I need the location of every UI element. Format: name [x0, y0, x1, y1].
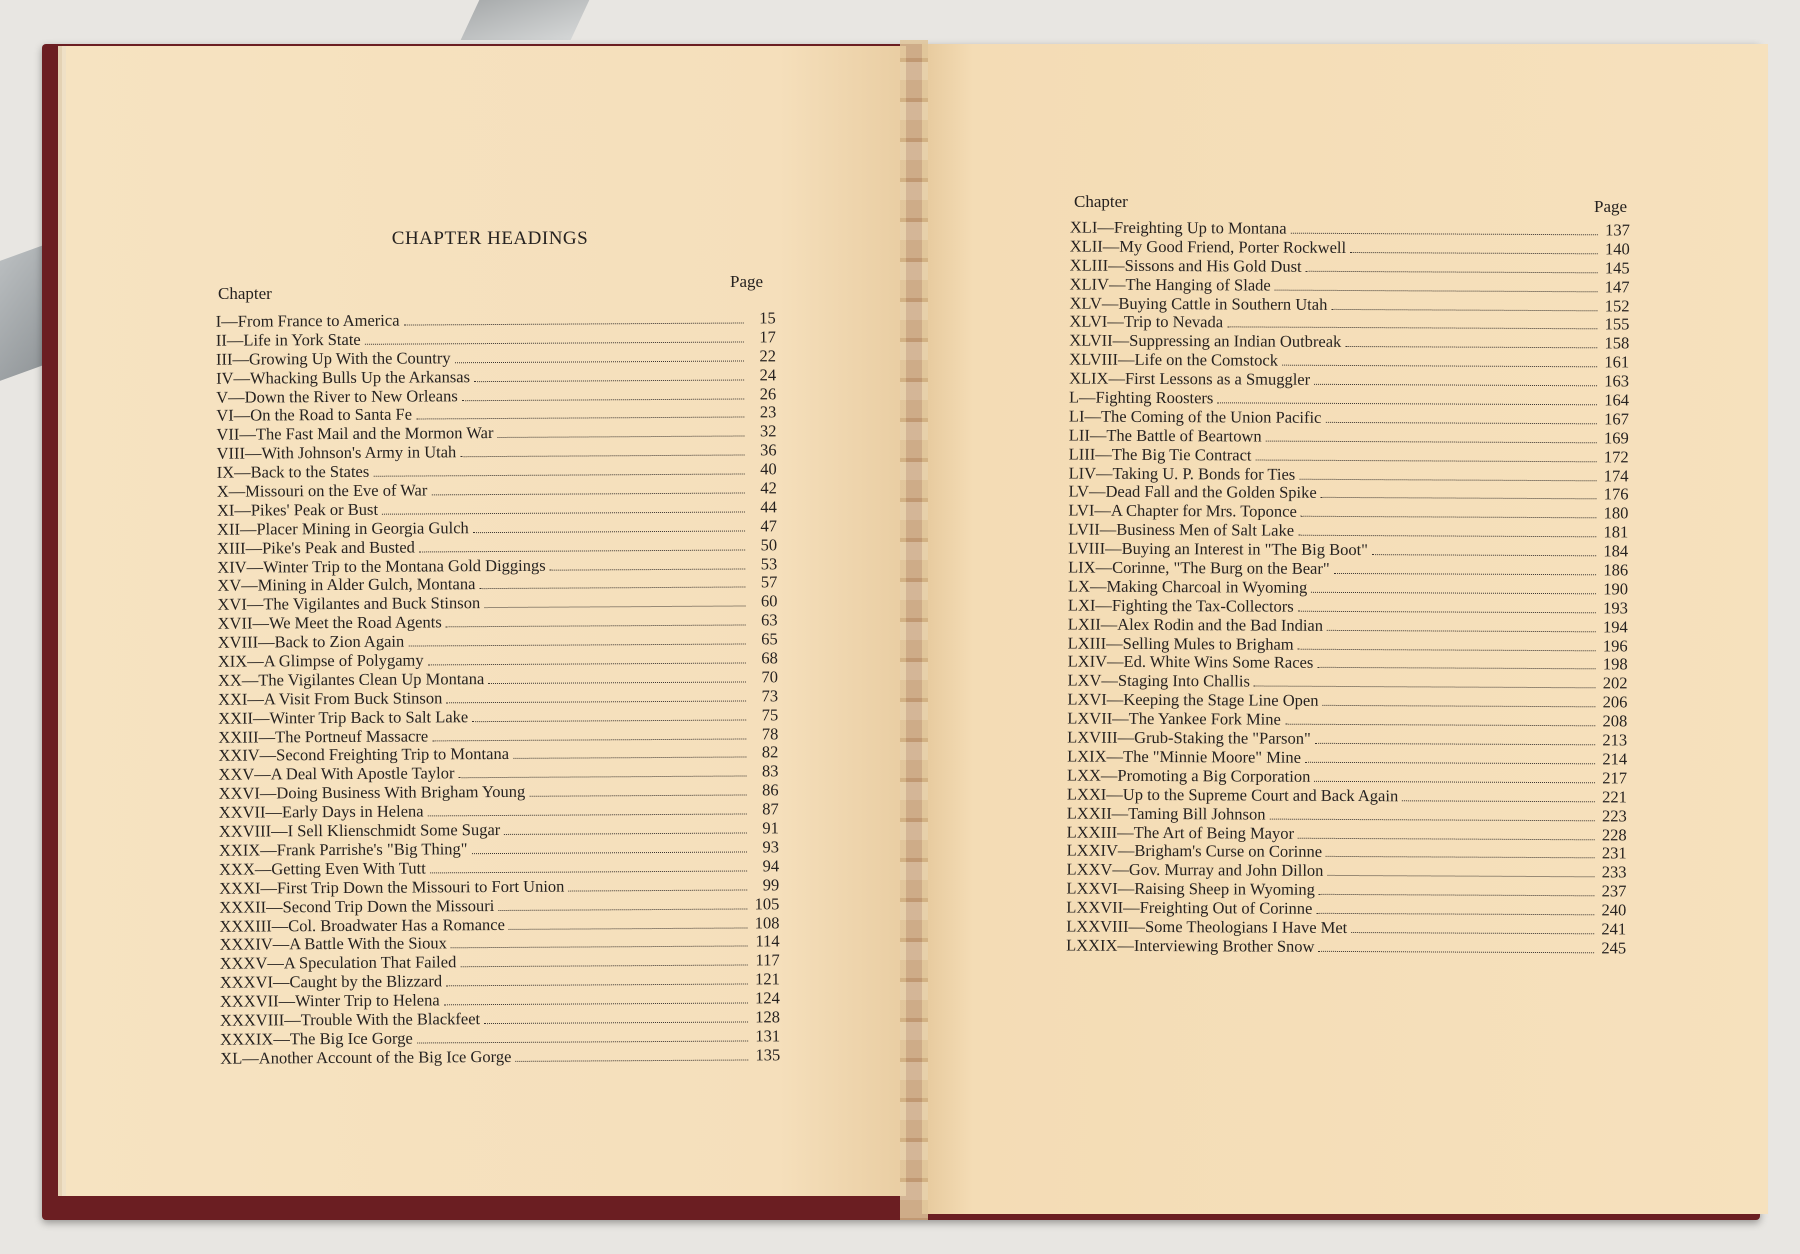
dot-leader [1327, 875, 1594, 877]
dot-leader [1314, 384, 1597, 386]
chapter-title: XXXVI—Caught by the Blizzard [219, 971, 443, 992]
chapter-title: LXXVI—Raising Sheep in Wyoming [1066, 878, 1315, 900]
dot-leader [473, 530, 745, 533]
page-number: 70 [761, 667, 778, 687]
left-chapter-label: Chapter [218, 284, 272, 303]
chapter-title: I—From France to America [215, 310, 400, 331]
page-number: 15 [759, 308, 776, 328]
page-number: 161 [1604, 352, 1630, 372]
page-number: 105 [754, 893, 780, 914]
chapter-title: LXV—Staging Into Challis [1067, 670, 1250, 691]
dot-leader [1227, 327, 1597, 330]
dot-leader [488, 681, 746, 684]
chapter-title: XXIII—The Portneuf Massacre [218, 726, 429, 747]
dot-leader [1372, 554, 1596, 556]
chapter-title: V—Down the River to New Orleans [216, 385, 458, 407]
chapter-title: LXIII—Selling Mules to Brigham [1067, 633, 1294, 654]
page-number: 202 [1602, 673, 1628, 693]
dot-leader [1326, 856, 1595, 858]
dot-leader [1331, 308, 1597, 310]
page-number: 53 [760, 553, 778, 573]
chapter-title: LXVIII—Grub-Staking the "Parson" [1067, 727, 1311, 748]
toc-entry [220, 1045, 780, 1067]
dot-leader [550, 568, 746, 570]
page-number: 221 [1602, 787, 1627, 807]
page-number: 152 [1604, 295, 1630, 316]
background-object [461, 0, 590, 40]
dot-leader [474, 379, 744, 382]
dot-leader [1285, 724, 1595, 727]
dot-leader [1317, 667, 1595, 669]
dot-leader [1291, 233, 1598, 236]
dot-leader [529, 795, 746, 797]
dot-leader [1298, 837, 1595, 840]
dot-leader [1316, 913, 1594, 915]
chapter-title: XXXIX—The Big Ice Gorge [220, 1028, 413, 1049]
dot-leader [419, 549, 745, 552]
page-number: 167 [1604, 409, 1629, 429]
chapter-title: XVII—We Meet the Road Agents [217, 612, 442, 633]
dot-leader [1325, 422, 1597, 424]
page-number: 17 [759, 327, 776, 347]
chapter-title: IV—Whacking Bulls Up the Arkansas [216, 366, 471, 388]
page-number: 23 [759, 402, 777, 422]
page-number: 26 [759, 383, 777, 403]
chapter-title: LXIV—Ed. White Wins Some Races [1067, 652, 1314, 673]
page-number: 22 [759, 346, 777, 366]
page-number: 82 [761, 742, 779, 762]
chapter-title: VIII—With Johnson's Army in Utah [216, 442, 457, 463]
chapter-title: XLIV—The Hanging of Slade [1069, 274, 1271, 295]
chapter-title: II—Life in York State [215, 329, 361, 350]
page-number: 145 [1604, 258, 1630, 278]
dot-leader [1305, 762, 1595, 765]
dot-leader [484, 1021, 748, 1024]
chapter-title: XVI—The Vigilantes and Buck Stinson [217, 593, 481, 615]
dot-leader [428, 814, 747, 817]
chapter-title: LVII—Business Men of Salt Lake [1068, 519, 1295, 540]
chapter-title: XXXIV—A Battle With the Sioux [219, 933, 447, 955]
chapter-title: LXXV—Gov. Murray and John Dillon [1066, 859, 1324, 881]
dot-leader [446, 700, 746, 703]
dot-leader [1298, 535, 1596, 538]
page-number: 176 [1603, 484, 1629, 504]
dot-leader [1322, 705, 1595, 707]
chapter-title: L—Fighting Roosters [1068, 387, 1214, 408]
chapter-title: XXV—A Deal With Apostle Taylor [218, 763, 455, 785]
chapter-title: IX—Back to the States [216, 461, 370, 482]
dot-leader [1314, 781, 1595, 783]
page-number: 63 [761, 610, 778, 630]
chapter-title: LXXIV—Brigham's Curse on Corinne [1066, 840, 1323, 862]
toc-heading: CHAPTER HEADINGS [391, 228, 589, 249]
dot-leader [458, 776, 746, 779]
left-toc-list [216, 308, 781, 1067]
chapter-title: LXXI—Up to the Supreme Court and Back Again [1066, 784, 1399, 805]
chapter-title: XXXI—First Trip Down the Missouri to Fort Union [219, 876, 565, 898]
chapter-title: XXXV—A Speculation That Failed [219, 952, 457, 973]
dot-leader [1334, 573, 1596, 575]
dot-leader [513, 757, 746, 759]
dot-leader [404, 322, 744, 325]
chapter-title: XLVIII—Life on the Comstock [1069, 349, 1279, 370]
chapter-title: XL—Another Account of the Big Ice Gorge [220, 1046, 512, 1068]
dot-leader [416, 417, 744, 420]
chapter-title: XLIX—First Lessons as a Smuggler [1069, 368, 1311, 389]
dot-leader [1327, 630, 1596, 632]
page-number: 174 [1603, 465, 1629, 486]
dot-leader [460, 965, 747, 968]
page-number: 24 [759, 364, 777, 385]
dot-leader [1269, 818, 1594, 821]
dot-leader [462, 398, 745, 401]
page-number: 184 [1603, 541, 1629, 561]
dot-leader [382, 511, 745, 514]
page-number: 40 [760, 459, 777, 479]
chapter-title: LXI—Fighting the Tax-Collectors [1067, 595, 1294, 616]
chapter-title: XIII—Pike's Peak and Busted [217, 537, 415, 558]
page-number: 65 [761, 629, 778, 649]
chapter-title: LV—Dead Fall and the Golden Spike [1068, 482, 1317, 503]
dot-leader [1256, 459, 1597, 462]
page-number: 208 [1602, 711, 1628, 731]
page-number: 47 [760, 516, 778, 536]
chapter-title: VII—The Fast Mail and the Mormon War [216, 423, 494, 445]
page-number: 57 [760, 572, 778, 592]
chapter-title: XXXII—Second Trip Down the Missouri [219, 895, 495, 917]
page-number: 186 [1603, 560, 1629, 580]
dot-leader [432, 738, 746, 741]
page-number: 137 [1605, 220, 1630, 240]
dot-leader [1306, 271, 1598, 274]
page-number: 231 [1601, 843, 1627, 863]
dot-leader [1299, 478, 1596, 481]
chapter-title: LVIII—Buying an Interest in "The Big Boot" [1068, 538, 1368, 560]
chapter-title: LXVII—The Yankee Fork Mine [1067, 708, 1281, 729]
dot-leader [1298, 611, 1596, 614]
dot-leader [431, 493, 744, 496]
chapter-title: XLVI—Trip to Nevada [1069, 311, 1224, 332]
chapter-title: XXVIII—I Sell Klienschmidt Some Sugar [218, 820, 501, 841]
page-number: 233 [1601, 862, 1627, 882]
dot-leader [1301, 516, 1597, 519]
dot-leader [1254, 686, 1596, 689]
dot-leader [1402, 800, 1595, 802]
page-number: 181 [1603, 522, 1629, 542]
page-number: 240 [1601, 900, 1627, 920]
page-number: 206 [1602, 692, 1628, 712]
chapter-title: LIV—Taking U. P. Bonds for Ties [1068, 463, 1296, 484]
chapter-title: XV—Mining in Alder Gulch, Montana [217, 574, 476, 596]
chapter-title: XXXVII—Winter Trip to Helena [219, 990, 440, 1011]
page-number: 198 [1602, 654, 1628, 674]
chapter-title: XXXVIII—Trouble With the Blackfeet [219, 1009, 481, 1030]
page-number: 83 [761, 761, 779, 781]
dot-leader [408, 644, 745, 647]
chapter-title: LIII—The Big Tie Contract [1068, 444, 1252, 465]
page-number: 68 [761, 648, 778, 668]
chapter-title: XXVII—Early Days in Helena [218, 801, 424, 822]
page-number: 60 [760, 591, 778, 611]
chapter-title: X—Missouri on the Eve of War [216, 480, 428, 501]
chapter-title: LXVI—Keeping the Stage Line Open [1067, 689, 1319, 711]
chapter-title: XLII—My Good Friend, Porter Rockwell [1069, 236, 1347, 257]
page-number: 114 [755, 931, 780, 951]
page-number: 223 [1602, 805, 1627, 826]
dot-leader [1298, 648, 1596, 651]
dot-leader [1321, 497, 1597, 499]
page-number: 228 [1601, 824, 1627, 844]
chapter-title: XLI—Freighting Up to Montana [1069, 217, 1287, 238]
page-number: 194 [1602, 617, 1628, 637]
dot-leader [1311, 592, 1596, 594]
page-number: 93 [762, 837, 780, 857]
page-number: 44 [760, 497, 777, 517]
page-number: 147 [1604, 277, 1630, 297]
page-number: 50 [760, 534, 778, 555]
page-number: 135 [755, 1045, 781, 1065]
chapter-title: XX—The Vigilantes Clean Up Montana [217, 669, 485, 690]
chapter-title: XLVII—Suppressing an Indian Outbreak [1069, 330, 1342, 352]
chapter-title: LII—The Battle of Beartown [1068, 425, 1262, 446]
page-number: 245 [1601, 938, 1627, 958]
page-number: 217 [1602, 768, 1628, 788]
toc-entry [1066, 935, 1626, 957]
chapter-title: LX—Making Charcoal in Wyoming [1067, 576, 1308, 597]
dot-leader [428, 663, 746, 666]
dot-leader [568, 889, 747, 891]
page-number: 36 [759, 440, 777, 460]
chapter-title: XXXIII—Col. Broadwater Has a Romance [219, 914, 505, 936]
right-toc-list [1066, 218, 1630, 958]
dot-leader [1345, 346, 1597, 348]
chapter-title: XLV—Buying Cattle in Southern Utah [1069, 293, 1328, 314]
page-number: 124 [755, 988, 780, 1008]
dot-leader [446, 625, 746, 628]
dot-leader [515, 1059, 748, 1061]
page-number: 75 [761, 704, 779, 725]
dot-leader [444, 1003, 748, 1006]
page-number: 91 [762, 818, 779, 838]
chapter-title: XLIII—Sissons and His Gold Dust [1069, 255, 1302, 276]
chapter-title: XXII—Winter Trip Back to Salt Lake [218, 706, 469, 728]
dot-leader [509, 927, 748, 929]
page-number: 73 [761, 686, 779, 706]
dot-leader [1275, 289, 1598, 292]
page-number: 42 [760, 478, 777, 498]
dot-leader [365, 341, 744, 344]
chapter-title: LXXII—Taming Bill Johnson [1066, 803, 1266, 824]
dot-leader [1217, 402, 1597, 405]
page-number: 193 [1603, 598, 1628, 618]
page-number: 32 [759, 421, 777, 441]
chapter-title: LXXVIII—Some Theologians I Have Met [1066, 916, 1348, 937]
dot-leader [1315, 743, 1595, 745]
chapter-title: LIX—Corinne, "The Burg on the Bear" [1068, 557, 1330, 578]
dot-leader [504, 833, 747, 835]
page-number: 158 [1604, 333, 1630, 353]
dot-leader [484, 606, 745, 609]
chapter-title: XXX—Getting Even With Tutt [219, 858, 426, 879]
page-number: 131 [755, 1026, 781, 1046]
page-number: 241 [1601, 919, 1627, 939]
page-number: 196 [1602, 635, 1628, 656]
page-number: 87 [762, 799, 779, 819]
chapter-title: XI—Pikes' Peak or Bust [216, 499, 379, 520]
dot-leader [1318, 951, 1594, 953]
dot-leader [1282, 365, 1597, 368]
chapter-title: VI—On the Road to Santa Fe [216, 404, 413, 426]
dot-leader [451, 946, 748, 949]
dot-leader [497, 436, 744, 439]
chapter-title: LXX—Promoting a Big Corporation [1066, 765, 1311, 786]
dot-leader [1350, 252, 1598, 254]
left-page-label: Page [730, 272, 764, 291]
page-number: 108 [754, 912, 780, 932]
chapter-title: XXVI—Doing Business With Brigham Young [218, 782, 526, 803]
dot-leader [460, 455, 744, 458]
page-number: 121 [754, 969, 780, 989]
page-number: 140 [1604, 239, 1630, 259]
page-number: 117 [755, 950, 780, 970]
page-number: 237 [1601, 881, 1627, 901]
chapter-title: LXXIII—The Art of Being Mayor [1066, 822, 1295, 843]
dot-leader [498, 908, 747, 911]
page-number: 94 [762, 856, 780, 876]
dot-leader [430, 870, 747, 873]
page-number: 78 [761, 723, 779, 743]
page-number: 213 [1602, 730, 1628, 750]
dot-leader [455, 360, 744, 363]
dot-leader [446, 984, 748, 987]
page-number: 99 [762, 875, 780, 895]
dot-leader [1266, 440, 1597, 443]
page-number: 164 [1604, 390, 1630, 410]
chapter-title: XIV—Winter Trip to the Montana Gold Diggings [217, 555, 546, 577]
chapter-title: LVI—A Chapter for Mrs. Toponce [1068, 500, 1297, 522]
dot-leader [417, 1040, 748, 1043]
page-number: 169 [1603, 428, 1629, 448]
dot-leader [373, 474, 744, 477]
page-number: 86 [762, 780, 779, 800]
page-number: 190 [1603, 579, 1629, 599]
chapter-title: XIX—A Glimpse of Polygamy [217, 650, 424, 671]
chapter-title: LXIX—The "Minnie Moore" Mine [1067, 746, 1302, 767]
chapter-title: LI—The Coming of the Union Pacific [1068, 406, 1322, 427]
dot-leader [1319, 894, 1595, 896]
page-number: 128 [755, 1007, 781, 1027]
chapter-title: III—Growing Up With the Country [215, 348, 451, 369]
page-number: 180 [1603, 503, 1629, 523]
right-chapter-label: Chapter [1074, 192, 1128, 211]
chapter-title: XXI—A Visit From Buck Stinson [218, 688, 443, 709]
right-page-label: Page [1594, 197, 1628, 216]
chapter-title: XXIX—Frank Parrishe's "Big Thing" [218, 839, 468, 860]
page-number: 172 [1603, 447, 1629, 467]
dot-leader [472, 719, 746, 722]
dot-leader [479, 587, 745, 590]
dot-leader [472, 851, 748, 854]
chapter-title: LXXVII—Freighting Out of Corinne [1066, 897, 1313, 918]
chapter-title: XVIII—Back to Zion Again [217, 631, 405, 652]
page-number: 214 [1602, 749, 1628, 769]
chapter-title: LXII—Alex Rodin and the Bad Indian [1067, 614, 1324, 635]
chapter-title: XXIV—Second Freighting Trip to Montana [218, 744, 510, 766]
chapter-title: LXXIX—Interviewing Brother Snow [1066, 935, 1315, 956]
book-spine-gutter [900, 40, 928, 1220]
page-number: 155 [1604, 314, 1630, 334]
chapter-title: XII—Placer Mining in Georgia Gulch [216, 517, 469, 539]
page-number: 163 [1604, 371, 1630, 391]
dot-leader [1351, 932, 1594, 934]
